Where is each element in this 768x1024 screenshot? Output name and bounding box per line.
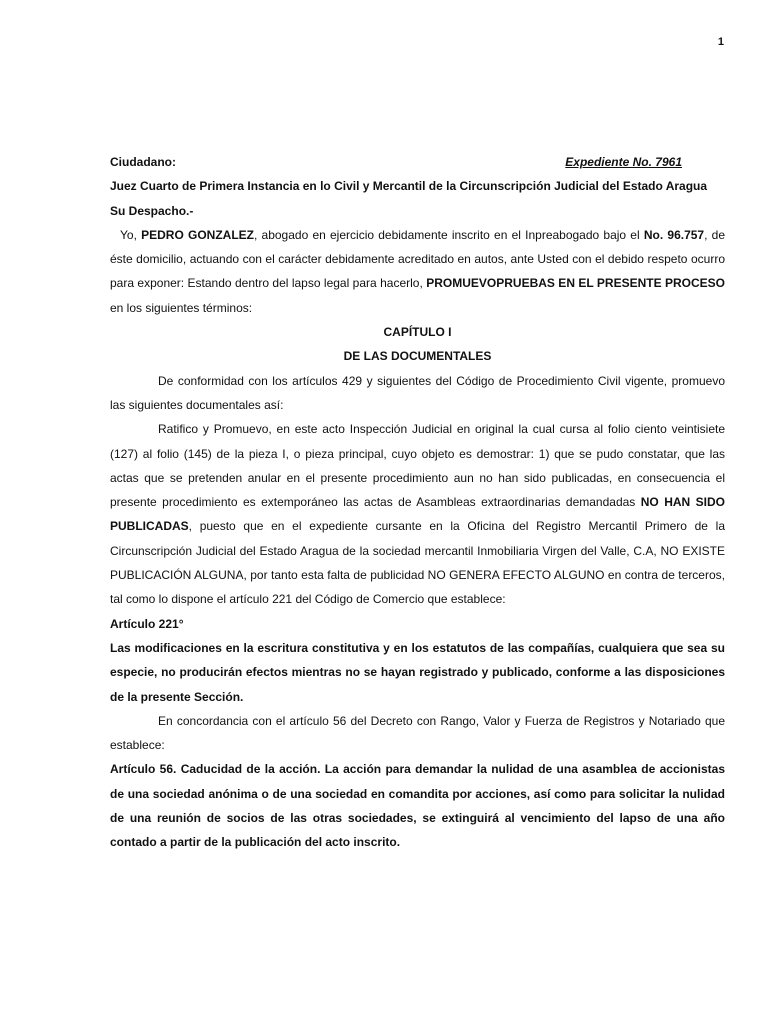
- page-number: 1: [717, 36, 724, 48]
- article-56-text: Artículo 56. Caducidad de la acción. La acción para demandar la nulidad de una asamblea de accionistas de una sociedad anónima o de una sociedad en comandita por acciones, así como para solicitar la nulidad de una reunión de socios de las otras sociedades, se extinguirá al vencimiento del lapso de una año contado a partir de la publicación del acto inscrito.: [110, 762, 725, 850]
- no-publicadas-emphasis: NO HAN SIDO PUBLICADAS: [110, 495, 725, 534]
- chapter-subtitle: DE LAS DOCUMENTALES: [343, 349, 492, 364]
- paragraph-documentales: De conformidad con los artículos 429 y siguientes del Código de Procedimiento Civil vigente, promuevo las siguientes documentales así:: [110, 373, 725, 412]
- paragraph-inspeccion: Ratifico y Promuevo, en este acto Inspección Judicial en original la cual cursa al folio ciento veintisiete (127) al folio (145) de la pieza I, o pieza principal, cuyo objeto es demostrar: 1) que se pudo constatar, que las actas que se pretenden anular en el presente procedimiento aun no han sido publicadas, en consecuencia el presente procedimiento es extemporáneo las actas de Asambleas extraordinarias demandadas NO HAN SIDO PUBLICADAS, puesto que en el expediente cursante en la Oficina del Registro Mercantil Primero de la Circunscripción Judicial del Estado Aragua de la sociedad mercantil Inmobiliaria Virgen del Valle, C.A, NO EXISTE PUBLICACIÓN ALGUNA, por tanto esta falta de publicidad NO GENERA EFECTO ALGUNO en contra de terceros, tal como lo dispone el artículo 221 del Código de Comercio que establece:: [110, 422, 725, 607]
- recipient-label: Ciudadano:: [110, 155, 176, 169]
- lawyer-name: PEDRO GONZALEZ: [141, 227, 254, 242]
- article-221-text: Las modificaciones en la escritura constitutiva y en los estatutos de las compañías, cualquiera que sea su especie, no producirán efectos mientras no se hayan registrado y publicado, conforme a las disposiciones de la presente Sección.: [110, 640, 725, 704]
- expediente-number: Expediente No. 7961: [565, 155, 682, 169]
- promuevo-statement: PROMUEVOPRUEBAS EN EL PRESENTE PROCESO: [426, 276, 726, 291]
- intro-paragraph: Yo, PEDRO GONZALEZ, abogado en ejercicio debidamente inscrito en el Inpreabogado bajo el No. 96.757, de éste domicilio, actuando con el carácter debidamente acreditado en autos, ante Usted con el debido respeto ocurro para exponer: Estando dentro del lapso legal para hacerlo, PROMUEVOPRUEBAS EN EL PRESENTE PROCESO en los siguientes términos:: [110, 227, 726, 315]
- paragraph-concordancia: En concordancia con el artículo 56 del Decreto con Rango, Valor y Fuerza de Registros y Notariado que establece:: [110, 713, 725, 753]
- document-body: [110, 150, 725, 855]
- header-row: [110, 150, 725, 174]
- chapter-title: CAPÍTULO I: [383, 325, 452, 340]
- article-221-title: Artículo 221°: [110, 616, 184, 631]
- despacho-line: Su Despacho.-: [110, 203, 194, 218]
- inpreabogado-number: No. 96.757: [643, 227, 705, 242]
- judge-title: Juez Cuarto de Primera Instancia en lo Civil y Mercantil de la Circunscripción Judicial del Estado Aragua: [110, 179, 708, 194]
